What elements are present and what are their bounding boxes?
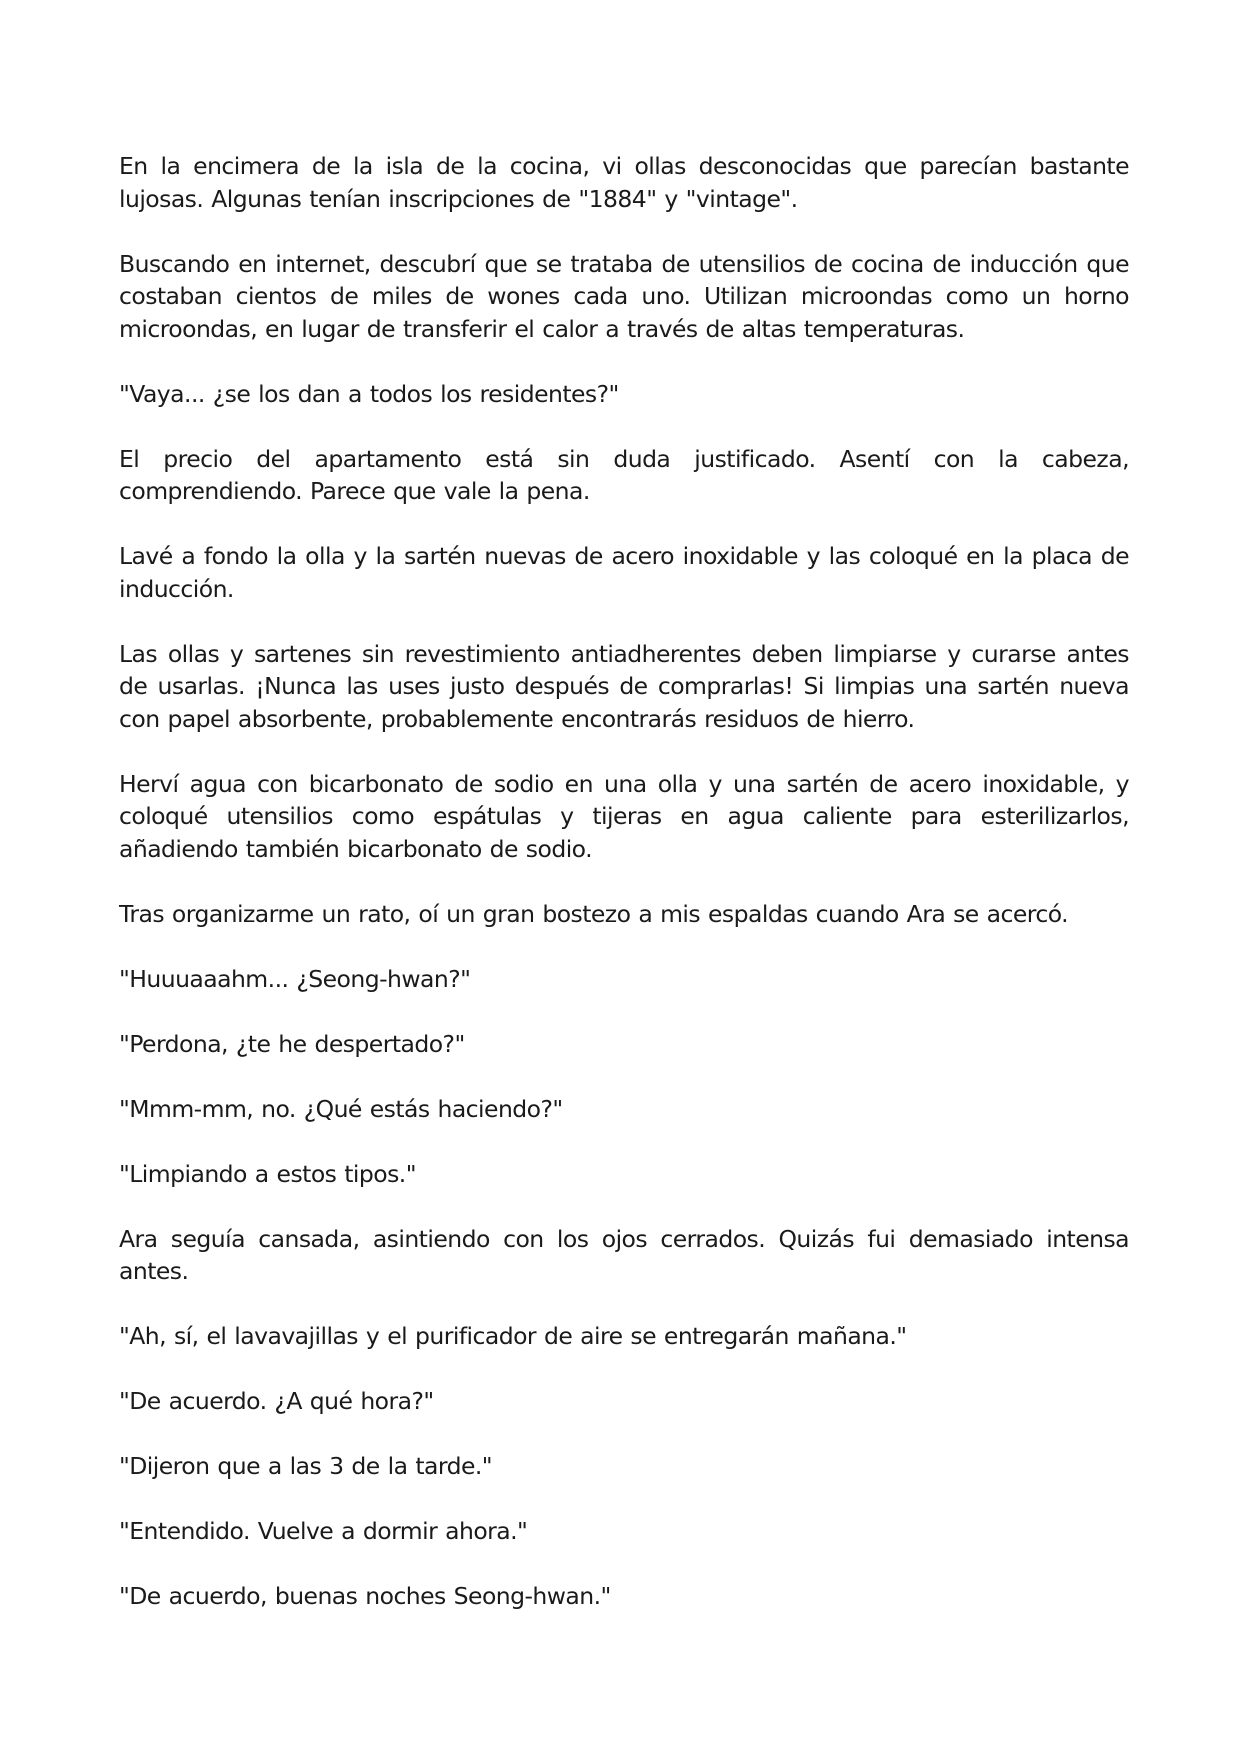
dialogue-line: "Perdona, ¿te he despertado?"	[119, 1029, 465, 1058]
document-body	[119, 150, 1129, 1645]
dialogue-line: "Mmm-mm, no. ¿Qué estás haciendo?"	[119, 1094, 563, 1123]
paragraph: En la encimera de la isla de la cocina, vi ollas desconocidas que parecían bastante lujosas. Algunas tenían inscripciones de "1884" y "vintage".	[119, 152, 1129, 213]
paragraph: Lavé a fondo la olla y la sartén nuevas de acero inoxidable y las coloqué en la placa de inducción.	[119, 542, 1129, 603]
paragraph: Herví agua con bicarbonato de sodio en una olla y una sartén de acero inoxidable, y coloqué utensilios como espátulas y tijeras en agua caliente para esterilizarlos, añadiendo también bicarbonato de sodio.	[119, 769, 1129, 863]
dialogue-line: "Ah, sí, el lavavajillas y el purificador de aire se entregarán mañana."	[119, 1322, 907, 1350]
dialogue-line: "De acuerdo. ¿A qué hora?"	[119, 1387, 434, 1415]
paragraph: Tras organizarme un rato, oí un gran bostezo a mis espaldas cuando Ara se acercó.	[119, 899, 1069, 928]
paragraph: "Vaya... ¿se los dan a todos los residentes?"	[119, 379, 619, 408]
dialogue-line: "De acuerdo, buenas noches Seong-hwan."	[119, 1582, 611, 1610]
paragraph: Las ollas y sartenes sin revestimiento antiadherentes deben limpiarse y curarse antes de usarlas. ¡Nunca las uses justo después de comprarlas! Si limpias una sartén nueva con papel absorbente, probablemente encontrarás residuos de hierro.	[119, 639, 1129, 733]
dialogue-line: "Huuuaaahm... ¿Seong-hwan?"	[119, 964, 471, 993]
dialogue-line: "Entendido. Vuelve a dormir ahora."	[119, 1517, 528, 1545]
paragraph: Ara seguía cansada, asintiendo con los ojos cerrados. Quizás fui demasiado intensa antes.	[119, 1224, 1129, 1285]
paragraph: El precio del apartamento está sin duda justificado. Asentí con la cabeza, comprendiendo. Parece que vale la pena.	[119, 444, 1129, 505]
paragraph: Buscando en internet, descubrí que se trataba de utensilios de cocina de inducción que costaban cientos de miles de wones cada uno. Utilizan microondas como un horno microondas, en lugar de transferir el calor a través de altas temperaturas.	[119, 249, 1129, 343]
dialogue-line: "Dijeron que a las 3 de la tarde."	[119, 1452, 493, 1480]
dialogue-line: "Limpiando a estos tipos."	[119, 1159, 416, 1188]
